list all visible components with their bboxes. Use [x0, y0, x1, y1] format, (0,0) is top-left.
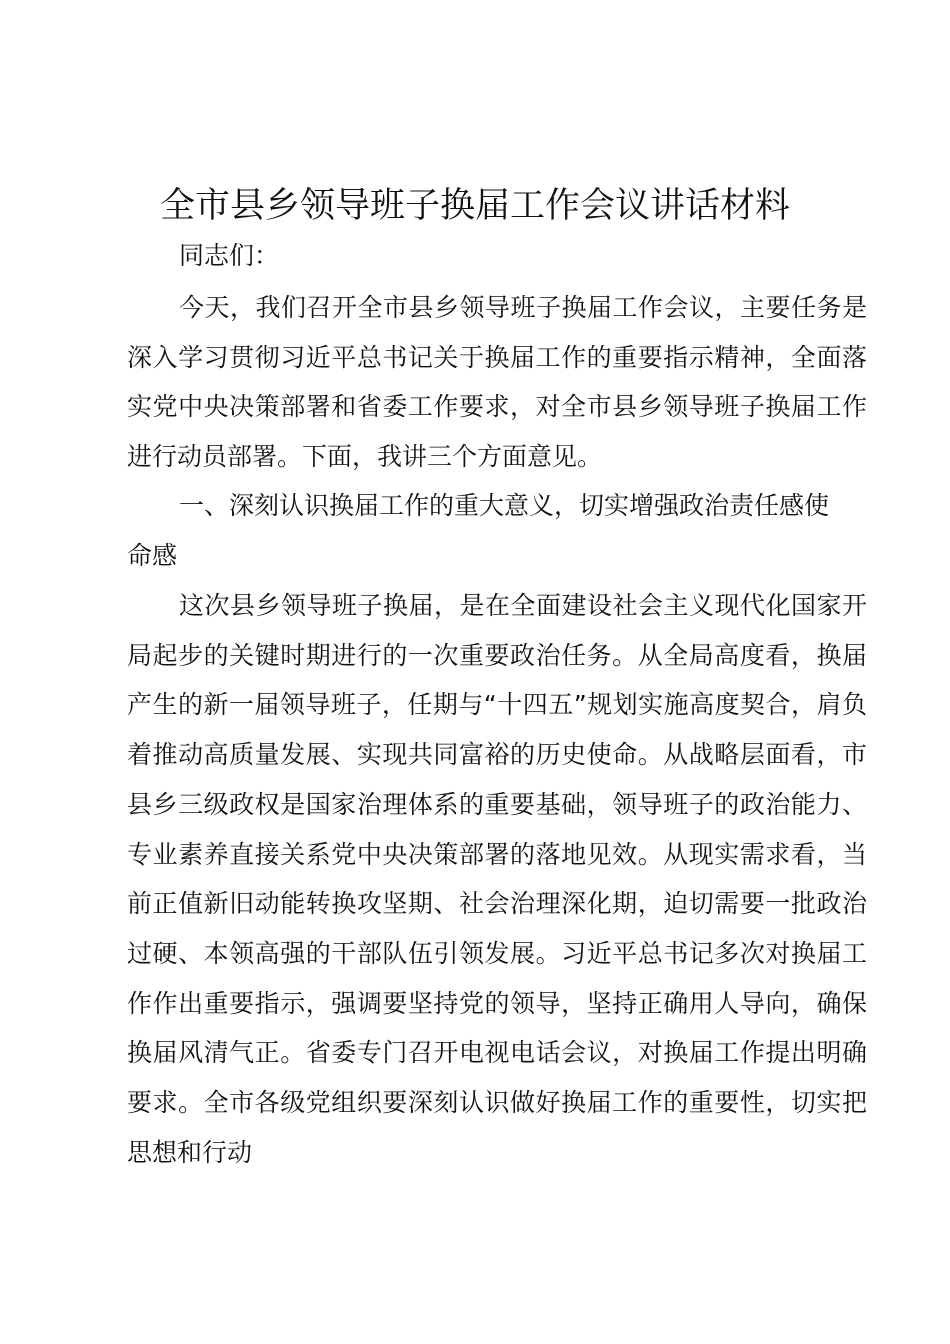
paragraph-significance: 这次县乡领导班子换届，是在全面建设社会主义现代化国家开局起步的关键时期进行的一次重要政治任务。从全局高度看，换届产生的新一届领导班子，任期与“十四五”规划实施高度契合，肩负着推动高质量发展、实现共同富裕的历史使命。从战略层面看，市县乡三级政权是国家治理体系的重要基础，领导班子的政治能力、专业素养直接关系党中央决策部署的落地见效。从现实需求看，当前正值新旧动能转换攻坚期、社会治理深化期，迫切需要一批政治过硬、本领高强的干部队伍引领发展。习近平总书记多次对换届工作作出重要指示，强调要坚持党的领导，坚持正确用人导向，确保换届风清气正。省委专门召开电视电话会议，对换届工作提出明确要求。全市各级党组织要深刻认识做好换届工作的重要性，切实把思想和行动 [127, 591, 867, 1167]
paragraph-intro: 今天，我们召开全市县乡领导班子换届工作会议，主要任务是深入学习贯彻习近平总书记关于换届工作的重要指示精神，全面落实党中央决策部署和省委工作要求，对全市县乡领导班子换届工作进行动员部署。下面，我讲三个方面意见。 [127, 293, 867, 472]
salutation: 同志们： [179, 241, 280, 270]
section-heading-1: 一、深刻认识换届工作的重大意义，切实增强政治责任感使命感 [127, 491, 830, 570]
document-title: 全市县乡领导班子换届工作会议讲话材料 [159, 186, 790, 226]
